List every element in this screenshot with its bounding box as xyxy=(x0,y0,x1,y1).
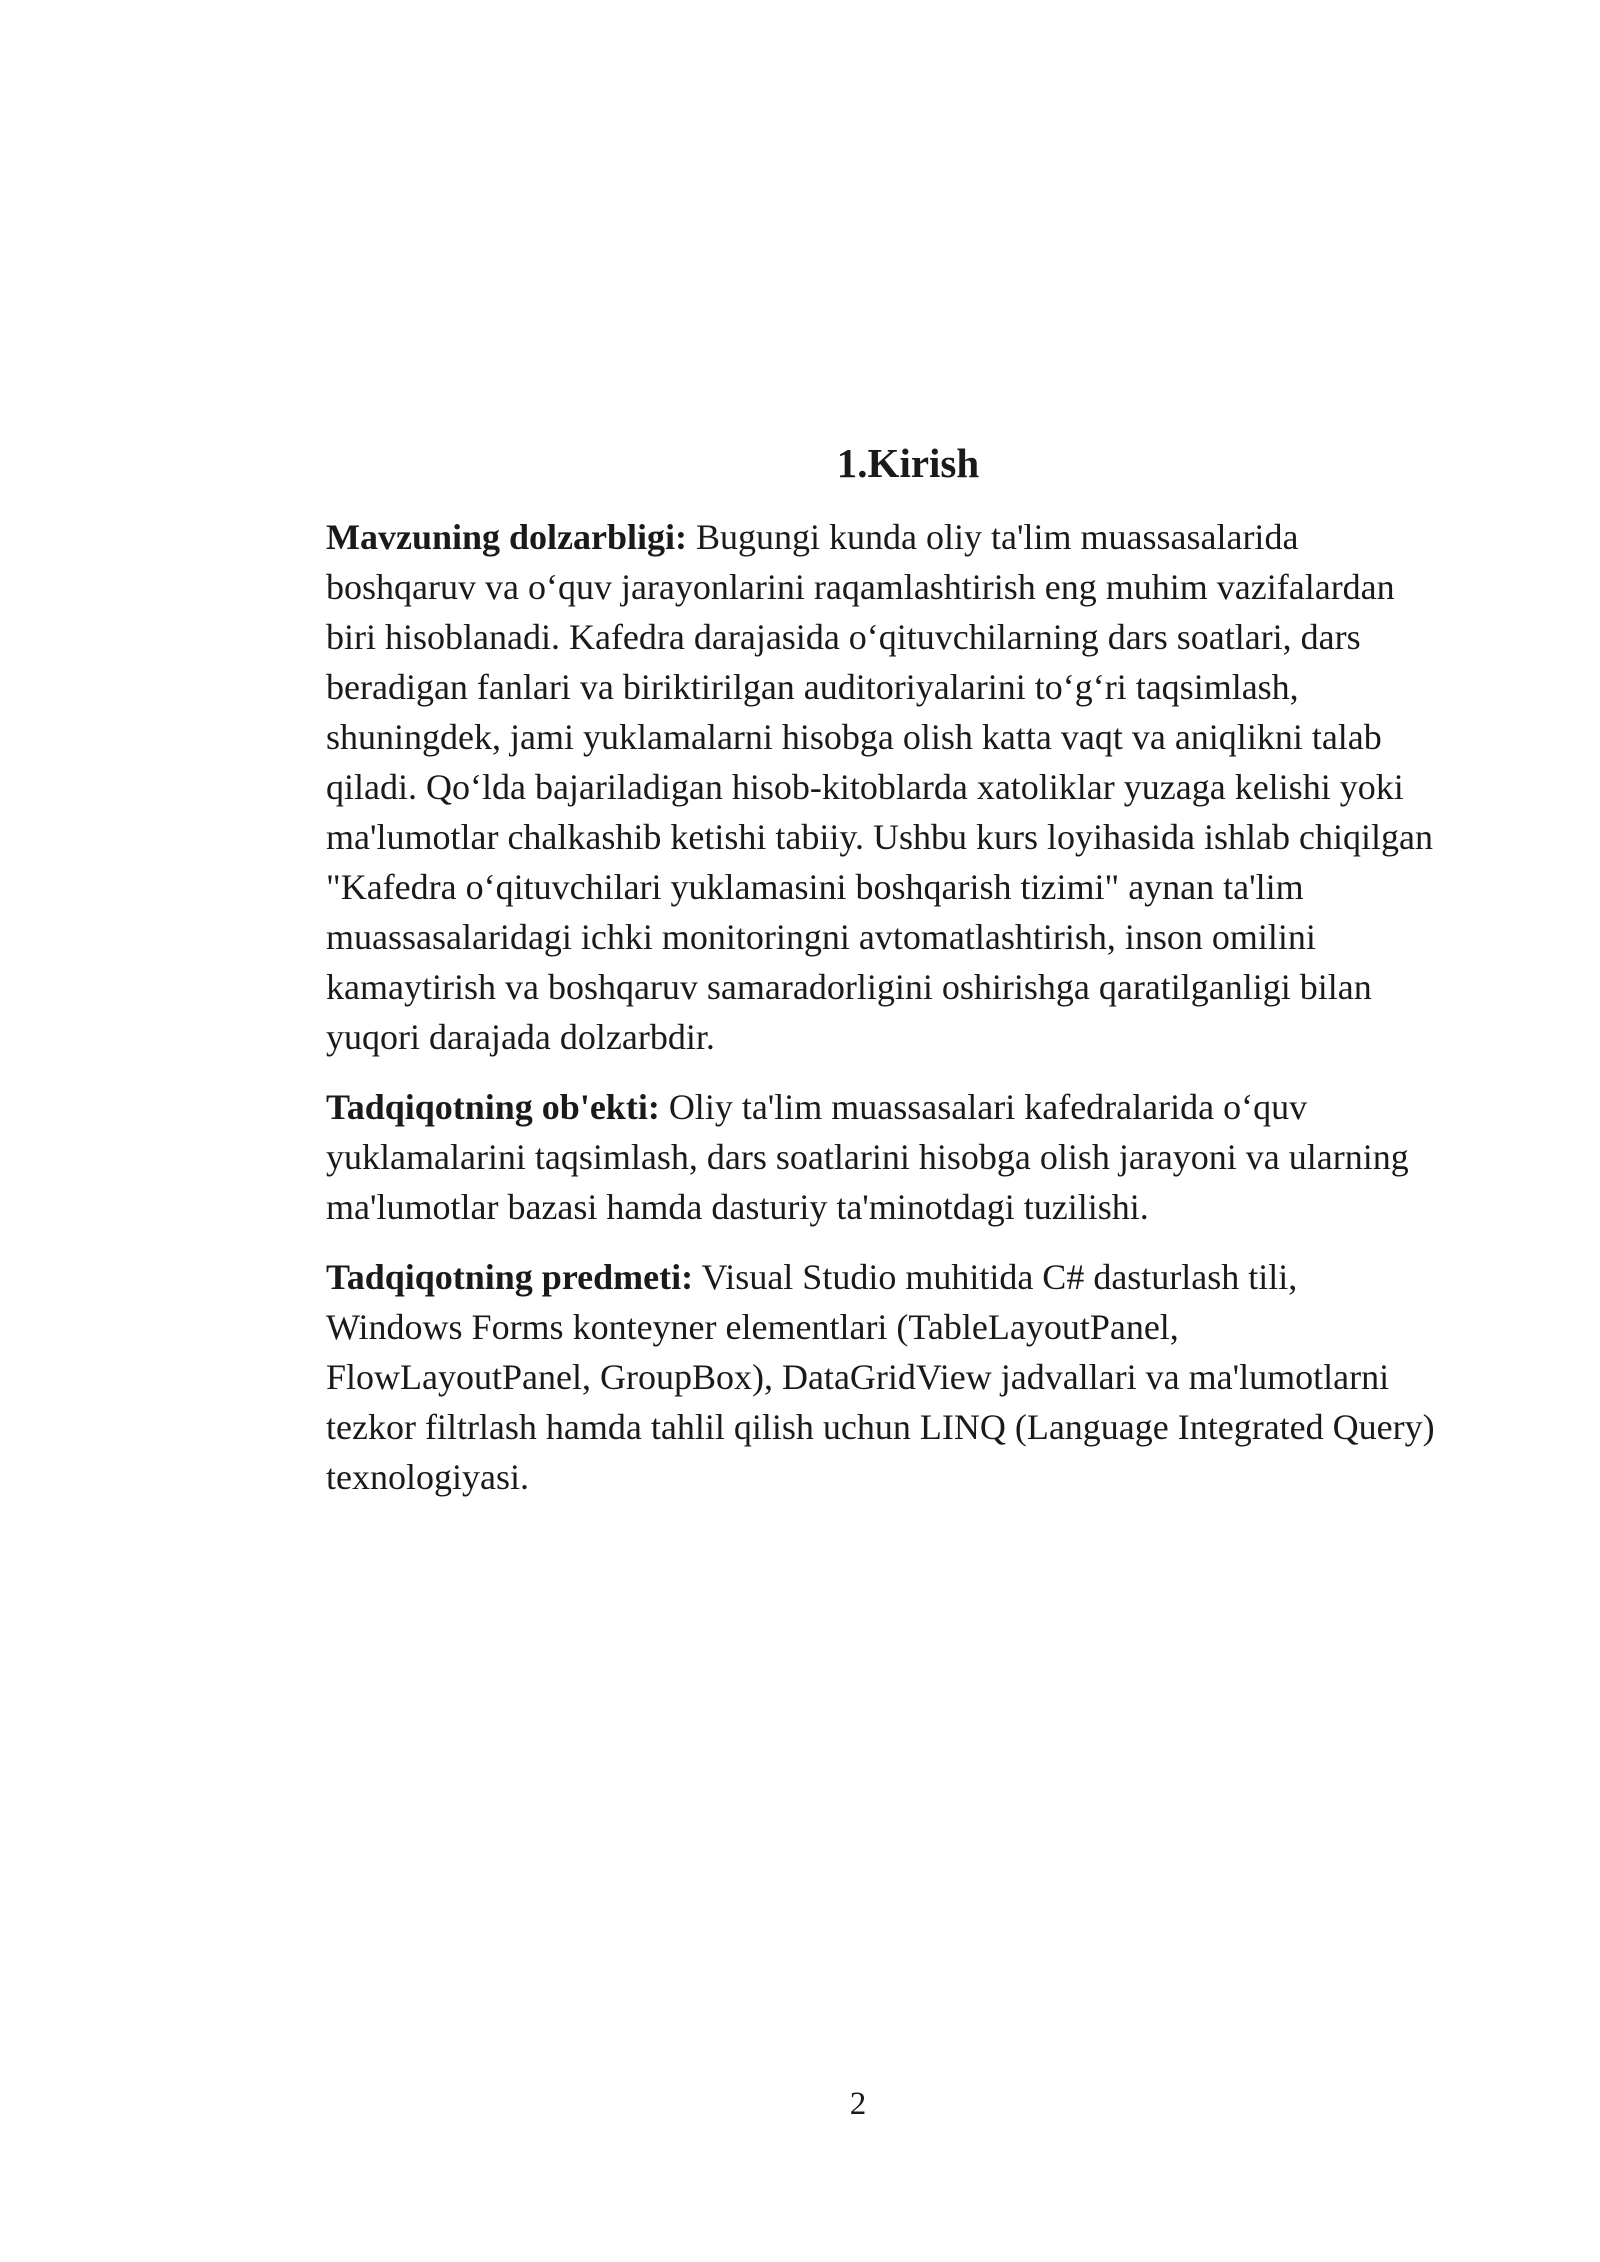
paragraph-text: Oliy ta'lim muassasalari kafedralarida o‘quv yuklamalarini taqsimlash, dars soatlarini hisobga olish jarayoni va ularning ma'lumotlar bazasi hamda dasturiy ta'minotdagi tuzilishi. xyxy=(326,1087,1409,1227)
section-body xyxy=(326,512,1492,1522)
paragraph-lead: Tadqiqotning ob'ekti: xyxy=(326,1087,660,1127)
paragraph-subject xyxy=(326,1252,1492,1502)
paragraph-relevance xyxy=(326,512,1492,1062)
paragraph-text: Visual Studio muhitida C# dasturlash tili, Windows Forms konteyner elementlari (TableLayoutPanel, FlowLayoutPanel, GroupBox), DataGridView jadvallari va ma'lumotlarni tezkor filtrlash hamda tahlil qilish uchun LINQ (Language Integrated Query) texnologiyasi. xyxy=(326,1257,1435,1497)
page-number: 2 xyxy=(849,2086,867,2122)
section-heading: 1.Kirish xyxy=(836,440,980,486)
paragraph-lead: Mavzuning dolzarbligi: xyxy=(326,517,688,557)
paragraph-text: Bugungi kunda oliy ta'lim muassasalarida boshqaruv va o‘quv jarayonlarini raqamlashtirish eng muhim vazifalardan biri hisoblanadi. Kafedra darajasida o‘qituvchilarning dars soatlari, dars beradigan fanlari va biriktirilgan auditoriyalarini to‘g‘ri taqsimlash, shuningdek, jami yuklamalarni hisobga olish katta vaqt va aniqlikni talab qiladi. Qo‘lda bajariladigan hisob-kitoblarda xatoliklar yuzaga kelishi yoki ma'lumotlar chalkashib ketishi tabiiy. Ushbu kurs loyihasida ishlab chiqilgan "Kafedra o‘qituvchilari yuklamasini boshqarish tizimi" aynan ta'lim muassasalaridagi ichki monitoringni avtomatlashtirish, inson omilini kamaytirish va boshqaruv samaradorligini oshirishga qaratilganligi bilan yuqori darajada dolzarbdir. xyxy=(326,517,1433,1057)
paragraph-object xyxy=(326,1082,1492,1232)
paragraph-lead: Tadqiqotning predmeti: xyxy=(326,1257,694,1297)
